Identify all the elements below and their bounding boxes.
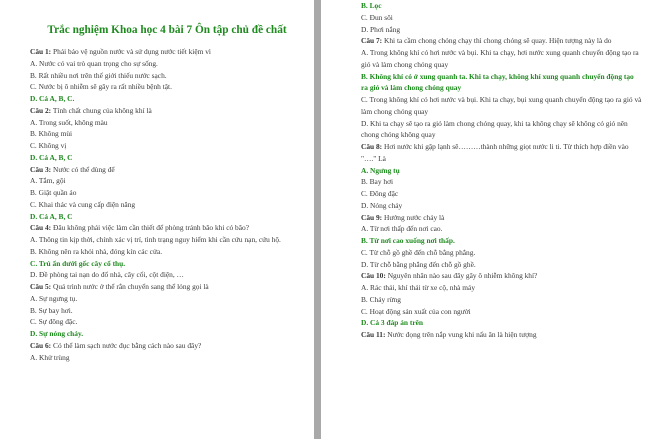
question-line	[30, 46, 304, 58]
question-number: Câu 2:	[30, 105, 52, 115]
answer-option-line: A. Thông tin kịp thời, chính xác vị trí, tình trạng nguy hiểm khi cần cứu nạn, cứu hộ.	[30, 235, 281, 244]
question-number: Câu 8:	[361, 142, 383, 151]
question-number: Câu 11:	[361, 330, 386, 339]
correct-answer-line: A. Ngưng tụ	[361, 165, 400, 175]
answer-option-line: B. Cháy rừng	[361, 294, 401, 304]
question-text: Quá trình nước ở thể rắn chuyển sang thể lỏng gọi là	[53, 282, 209, 291]
question-number: Câu 3:	[30, 164, 52, 174]
answer-option-line: B. Sự bay hơi.	[30, 305, 73, 315]
question-line	[361, 270, 642, 282]
correct-answer-line: B. Không khí có ở xung quanh ta. Khi ta chạy, không khí xung quanh chuyển động tạo ra gió và làm chong chóng quay	[361, 71, 634, 93]
answer-option-line: C. Nước bị ô nhiễm sẽ gây ra rất nhiều bệnh tật.	[30, 82, 172, 92]
answer-option-line: B. Giặt quần áo	[30, 188, 77, 197]
answer-option-line: C. Trong không khí có hơi nước và bụi. Khi ta chạy, bụi xung quanh chuyển động tạo ra gió và làm chong chóng quay	[361, 95, 642, 116]
answer-option-line: A. Khử trùng	[30, 352, 70, 362]
document-title: Trắc nghiệm Khoa học 4 bài 7 Ôn tập chủ đề chất	[47, 24, 287, 36]
correct-answer-line: B. Lọc	[361, 1, 382, 10]
answer-option-line: C. Đun sôi	[361, 12, 393, 22]
answer-option-line: D. Từ chỗ bằng phẳng đến chỗ gồ ghề.	[361, 259, 476, 269]
answer-option-line: A. Từ nơi thấp đến nơi cao.	[361, 224, 443, 234]
question-text: Nguyên nhân nào sau đây gây ô nhiễm không khí?	[387, 271, 538, 281]
answer-option-line: D. Đề phòng tai nạn do đổ nhà, cây cối, cột điện, …	[30, 270, 184, 280]
question-number: Câu 4:	[30, 223, 52, 233]
correct-answer-line: D. Cả 3 đáp án trên	[361, 318, 424, 328]
question-number: Câu 5:	[30, 282, 52, 291]
correct-answer-line: B. Từ nơi cao xuống nơi thấp.	[361, 236, 455, 245]
answer-option-line: C. Từ chỗ gồ ghề đến chỗ bằng phẳng.	[361, 247, 476, 257]
correct-answer-line: D. Cả A, B, C	[30, 152, 73, 162]
answer-option-line: A. Rác thải, khí thải từ xe cộ, nhà máy	[361, 283, 476, 292]
question-line	[361, 35, 642, 47]
answer-option-line: D. Khi ta chạy sẽ tạo ra gió làm chong chóng quay, khi ta không chạy sẽ không có gió nên chong chóng không quay	[361, 118, 628, 140]
answer-option-line: B. Rất nhiều nơi trên thế giới thiếu nước sạch.	[30, 70, 167, 80]
question-text: Hơi nước khi gặp lạnh sẽ………thành những giọt nước li ti. Từ thích hợp điền vào "…." Là	[361, 142, 629, 163]
question-text: Khi ta cầm chong chóng chạy thì chong chóng sẽ quay. Hiện tượng này là do	[384, 36, 612, 46]
correct-answer-line: D. Sự nóng chảy.	[30, 329, 84, 338]
question-line	[30, 164, 304, 176]
question-text: Đâu không phải việc làm cần thiết để phòng tránh bão khi có bão?	[53, 223, 250, 233]
question-line	[30, 222, 304, 234]
question-text: Hướng nước chảy là	[384, 212, 445, 222]
answer-option-line: A. Trong không khí có hơi nước và bụi. Khi ta chạy, hơi nước xung quanh chuyển động tạo ra gió và làm chong chóng quay	[361, 48, 639, 69]
document-page-left	[0, 0, 314, 439]
answer-option-line: C. Hoạt động sản xuất của con người	[361, 306, 471, 316]
question-text: Nước đọng trên nắp vung khi nấu ăn là hiện tượng	[387, 330, 537, 339]
question-line	[30, 281, 304, 293]
question-number: Câu 10:	[361, 271, 386, 281]
answer-option-line: B. Không mùi	[30, 129, 73, 139]
answer-option-line: D. Phơi nắng	[361, 24, 401, 34]
question-text: Tính chất chung của không khí là	[52, 105, 152, 115]
answer-option-line: B. Bay hơi	[361, 177, 394, 187]
question-line	[30, 340, 304, 352]
question-number: Câu 7:	[361, 36, 383, 46]
answer-option-line: B. Không nên ra khỏi nhà, đóng kín các cửa.	[30, 246, 163, 256]
answer-option-line: A. Nước có vai trò quan trọng cho sự sống.	[30, 58, 158, 68]
answer-option-line: C. Không vị	[30, 141, 67, 150]
answer-option-line: A. Trong suốt, không màu	[30, 117, 108, 127]
question-line	[30, 105, 304, 117]
answer-option-line: C. Sự đông đặc.	[30, 317, 78, 327]
answer-option-line: C. Đông đặc	[361, 189, 399, 198]
question-text: Nước có thể dùng để	[53, 164, 115, 174]
correct-answer-line: C. Trú ẩn dưới gốc cây cổ thụ.	[30, 258, 126, 268]
question-text: Có thể làm sạch nước đục bằng cách nào sau đây?	[53, 340, 202, 350]
correct-answer-line: D. Cả A, B, C.	[30, 94, 75, 103]
right-page-content	[361, 0, 642, 341]
answer-option-line: A. Tắm, gội	[30, 176, 66, 186]
answer-option-line: C. Khai thác và cung cấp điện năng	[30, 199, 136, 209]
question-number: Câu 6:	[30, 340, 52, 350]
question-line	[361, 329, 642, 341]
question-text: Phải bảo vệ nguồn nước và sử dụng nước tiết kiệm vì	[53, 47, 211, 56]
answer-option-line: D. Nóng chảy	[361, 200, 403, 210]
page-gap	[314, 0, 321, 439]
question-line	[361, 212, 642, 224]
document-page-right	[321, 0, 650, 439]
question-line	[361, 141, 642, 165]
question-number: Câu 9:	[361, 212, 383, 222]
left-page-content	[30, 46, 304, 363]
correct-answer-line: D. Cả A, B, C	[30, 211, 73, 221]
question-number: Câu 1:	[30, 47, 52, 56]
answer-option-line: A. Sự ngưng tụ.	[30, 293, 78, 303]
